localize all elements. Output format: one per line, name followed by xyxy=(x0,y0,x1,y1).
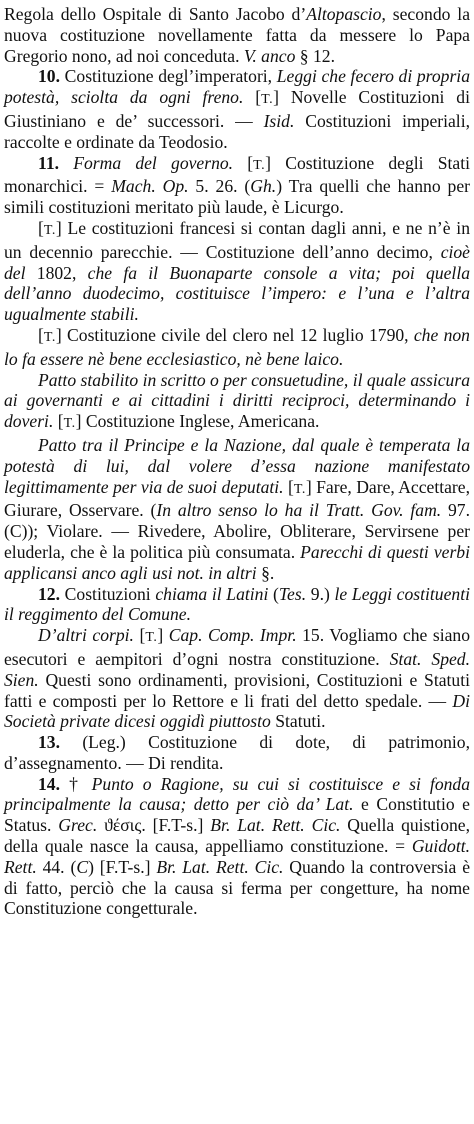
text-run: ] Costituzione degli Stati monarchici. = xyxy=(4,152,470,197)
text-run: ( xyxy=(268,583,279,604)
text-run: [ xyxy=(53,411,64,432)
text-run: ϑέσις. [F.T-s.] xyxy=(97,815,211,836)
text-run: Quella quistione, della quale nasce la causa, appelliamo constituzione. = xyxy=(4,815,470,857)
text-run: Br. Lat. Rett. Cic. xyxy=(210,815,341,836)
text-run: † xyxy=(60,773,92,794)
text-run: ] Costituzione civile del clero nel 12 luglio 1790, xyxy=(55,324,414,345)
entry-paragraph xyxy=(4,625,470,732)
entry-paragraph xyxy=(4,774,470,920)
text-run: [ xyxy=(38,217,44,238)
text-run: [ xyxy=(38,324,44,345)
section-number: 13. xyxy=(38,732,60,753)
entry-paragraph xyxy=(4,218,470,325)
text-run: V. anco xyxy=(243,45,296,66)
source-abbrev: T. xyxy=(63,416,76,432)
source-abbrev: T. xyxy=(293,481,306,497)
text-run: [ xyxy=(233,152,254,173)
text-run: 97. (C)); Violare. — Rivedere, Abolire, Obliterare, Servirsene per eluderla, che è la politica più consumata. xyxy=(4,500,470,562)
text-run: Stat. Sped. Sien. xyxy=(4,648,471,690)
text-run: 15. Vogliamo che siano esecutori e aempitori d’ogni nostra constituzione. xyxy=(4,625,470,669)
text-run: le Leggi costituenti il reggimento del Comune. xyxy=(4,583,470,625)
text-run: Br. Lat. Rett. Cic. xyxy=(156,856,284,877)
text-run: Gh. xyxy=(250,176,277,197)
entry-paragraph xyxy=(4,584,470,626)
text-run: e Constitutio e Status. xyxy=(4,794,470,836)
text-run: In altro senso lo ha il Tratt. Gov. fam. xyxy=(156,500,442,521)
text-run xyxy=(59,153,73,173)
text-run: [ xyxy=(283,476,294,497)
text-run: Isid. xyxy=(263,110,295,131)
text-run: ] Novelle Costituzioni di Giustiniano e de’ successori. — xyxy=(4,87,470,131)
entry-paragraph xyxy=(4,732,470,774)
text-run: Patto stabilito in scritto o per consuetudine, il quale assicura ai governanti e ai cittadini i diritti reciproci, determinando i doveri. xyxy=(4,369,471,432)
section-number: 11. xyxy=(38,152,60,173)
text-run: , secondo la nuova costituzione novellamente fatta da messere lo Papa Gregorio nono, ad noi conceduta. xyxy=(4,4,470,66)
text-run: Statuti. xyxy=(270,711,326,732)
text-run: [ xyxy=(133,625,146,646)
text-run: (Leg.) Costituzione di dote, di patrimonio, d’assegnamento. — Di rendita. xyxy=(4,732,470,773)
text-run: ) Tra quelli che hanno per simili costituzioni meritato più laude, è Licurgo. xyxy=(4,176,470,218)
text-run: Grec. xyxy=(58,815,98,836)
text-run: Guidott. Rett. xyxy=(4,836,470,877)
text-run: [ xyxy=(243,87,262,108)
text-run: ] Le costituzioni francesi si contan dagli anni, e ne n’è in un decennio parecchie. — Costituzione dell’anno decimo, xyxy=(4,217,470,262)
source-abbrev: T. xyxy=(43,329,56,345)
text-run: Quando la controversia è di fatto, perciò che la causa si ferma per congetture, ha nome Constituzione congetturale. xyxy=(4,856,471,919)
entry-paragraph xyxy=(4,325,470,370)
text-run: che non lo fa essere nè bene ecclesiastico, nè bene laico. xyxy=(4,324,470,369)
text-run: ) [F.T-s.] xyxy=(88,856,157,877)
source-abbrev: T. xyxy=(145,630,158,646)
source-abbrev: T. xyxy=(253,157,266,173)
text-run: Parecchi di questi verbi applicansi anco agli usi not. in altri xyxy=(4,541,470,583)
text-run: D’altri corpi. xyxy=(38,625,134,646)
text-run: ] Costituzione Inglese, Americana. xyxy=(75,411,320,432)
text-run: Regola dello Ospitale di Santo Jacobo d’ xyxy=(4,4,307,24)
entry-paragraph xyxy=(4,153,470,218)
text-run: Costituzione degl’imperatori, xyxy=(60,66,277,87)
section-number: 10. xyxy=(38,66,60,87)
text-run: Patto tra il Principe e la Nazione, dal quale è temperata la potestà di lui, dal volere d’essa nazione manifestato legittimamente per via de suoi deputati. xyxy=(4,434,470,497)
text-run: 5. 26. ( xyxy=(188,176,251,197)
entry-paragraph xyxy=(4,66,470,152)
text-run: ] xyxy=(157,625,169,646)
text-run: Forma del governo. xyxy=(73,152,234,173)
text-run: Costituzioni imperiali, raccolte e ordinate da Teodosio. xyxy=(4,110,470,152)
text-run: 44. ( xyxy=(36,856,77,877)
entry-paragraph xyxy=(4,4,470,66)
text-run: 9.) xyxy=(306,583,335,604)
text-run: che fa il Buonaparte console a vita; poi quella dell’anno duodecimo, costituisce l’impero: e l’una e l’altra ugualmente stabili. xyxy=(4,262,471,325)
section-number: 12. xyxy=(38,583,60,604)
text-run: §. xyxy=(256,562,275,583)
source-abbrev: T. xyxy=(261,92,274,108)
text-run: Punto o Ragione, su cui si costituisce e si fonda principalmente la causa; detto per ciò da’ Lat. xyxy=(4,773,471,815)
text-run: ] Fare, Dare, Accettare, Giurare, Osservare. ( xyxy=(4,476,471,521)
text-run: Altopascio xyxy=(306,4,382,24)
text-run: C xyxy=(76,856,89,877)
text-run: Mach. Op. xyxy=(111,176,189,197)
text-run: cioè del xyxy=(4,241,470,283)
text-run: Questi sono ordinamenti, provisioni, Costituzioni e Statuti fatti e composti per lo Rettore e li frati del detto spedale. — xyxy=(4,669,470,711)
entry-paragraph xyxy=(4,370,470,435)
text-run: chiama il Latini xyxy=(155,583,269,604)
text-run: 1802, xyxy=(25,262,88,283)
text-run: Di Società private dicesi oggidì piuttosto xyxy=(4,690,470,732)
entry-paragraph xyxy=(4,435,470,584)
text-run: § 12. xyxy=(295,45,335,66)
text-run: Leggi che fecero di propria potestà, sciolta da ogni freno. xyxy=(4,66,470,108)
text-run: Cap. Comp. Impr. xyxy=(168,625,297,646)
section-number: 14. xyxy=(38,773,60,794)
text-run: Tes. xyxy=(278,583,307,604)
source-abbrev: T. xyxy=(43,222,56,238)
text-run: Costituzioni xyxy=(60,583,156,604)
